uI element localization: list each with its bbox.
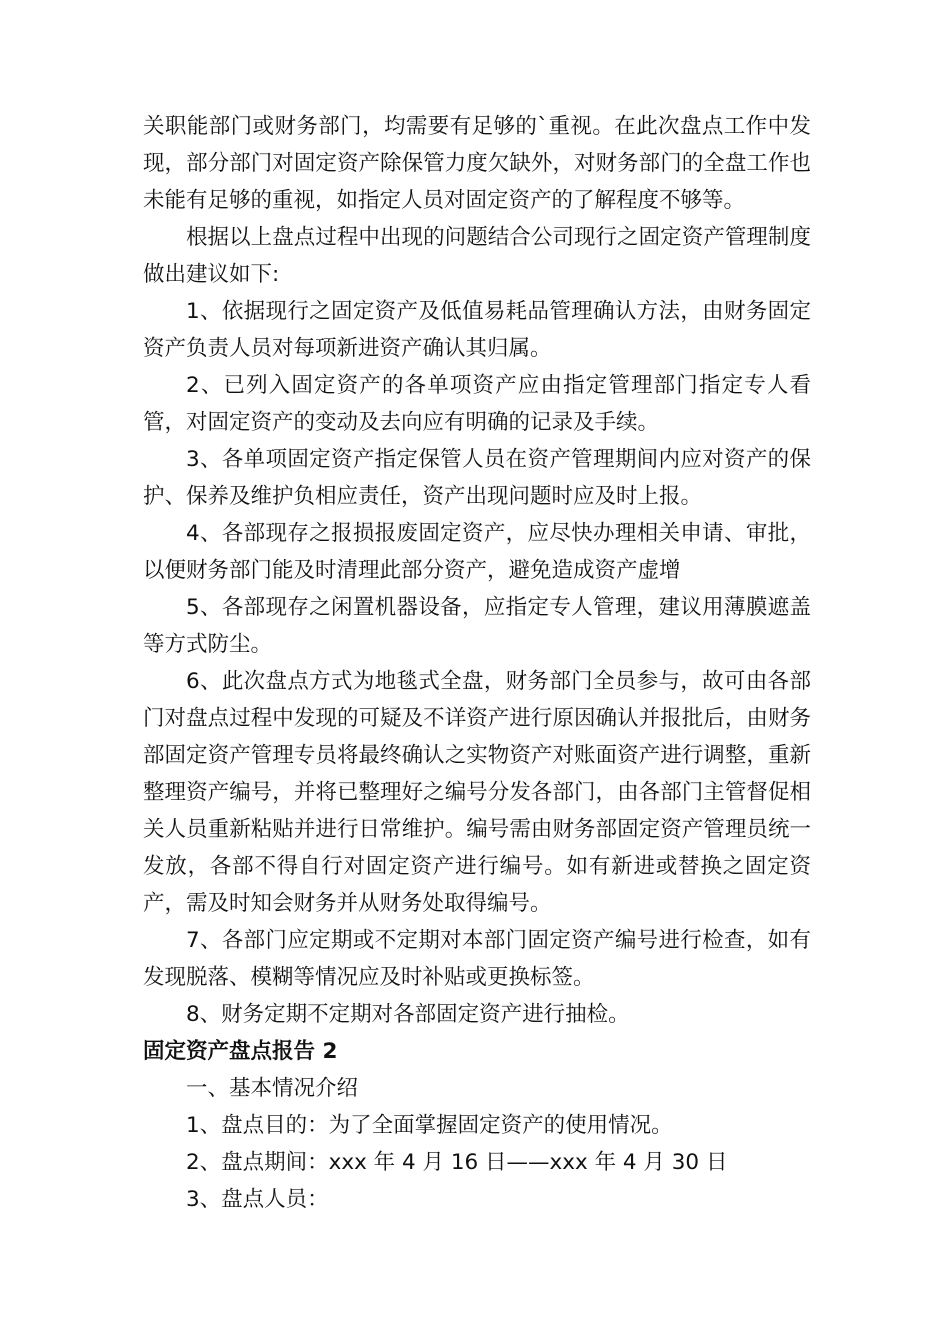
- document-page: [143, 108, 811, 1218]
- suggestion-item-7: 7、各部门应定期或不定期对本部门固定资产编号进行检查，如有发现脱落、模糊等情况应及时补贴或更换标签。: [143, 928, 811, 990]
- suggestion-item-1: 1、依据现行之固定资产及低值易耗品管理确认方法，由财务固定资产负责人员对每项新进资产确认其归属。: [143, 299, 811, 361]
- suggestion-item-2: 2、已列入固定资产的各单项资产应由指定管理部门指定专人看管，对固定资产的变动及去向应有明确的记录及手续。: [143, 373, 811, 435]
- section-item-purpose: 1、盘点目的：为了全面掌握固定资产的使用情况。: [186, 1113, 673, 1138]
- paragraph-continuation: 关职能部门或财务部门，均需要有足够的`重视。在此次盘点工作中发现，部分部门对固定资产除保管力度欠缺外，对财务部门的全盘工作也未能有足够的重视，如指定人员对固定资产的了解程度不够等。: [143, 114, 811, 213]
- report-heading: 固定资产盘点报告 2: [143, 1039, 338, 1064]
- suggestion-item-8: 8、财务定期不定期对各部固定资产进行抽检。: [186, 1002, 630, 1027]
- suggestion-item-3: 3、各单项固定资产指定保管人员在资产管理期间内应对资产的保护、保养及维护负相应责任，资产出现问题时应及时上报。: [143, 447, 811, 509]
- suggestion-item-6: 6、此次盘点方式为地毯式全盘，财务部门全员参与，故可由各部门对盘点过程中发现的可疑及不详资产进行原因确认并报批后，由财务部固定资产管理专员将最终确认之实物资产对账面资产进行调整，重新整理资产编号，并将已整理好之编号分发各部门，由各部门主管督促相关人员重新粘贴并进行日常维护。编号需由财务部固定资产管理员统一发放，各部不得自行对固定资产进行编号。如有新进或替换之固定资产，需及时知会财务并从财务处取得编号。: [143, 669, 811, 916]
- section-item-period: 2、盘点期间：xxx 年 4 月 16 日——xxx 年 4 月 30 日: [186, 1150, 728, 1175]
- suggestion-item-4: 4、各部现存之报损报废固定资产，应尽快办理相关申请、审批，以便财务部门能及时清理此部分资产，避免造成资产虚增: [143, 521, 811, 583]
- section-title: 一、基本情况介绍: [186, 1076, 359, 1101]
- paragraph-suggestion-intro: 根据以上盘点过程中出现的问题结合公司现行之固定资产管理制度做出建议如下:: [143, 225, 811, 287]
- suggestion-item-5: 5、各部现存之闲置机器设备，应指定专人管理，建议用薄膜遮盖等方式防尘。: [143, 595, 811, 657]
- section-item-staff: 3、盘点人员：: [186, 1187, 329, 1212]
